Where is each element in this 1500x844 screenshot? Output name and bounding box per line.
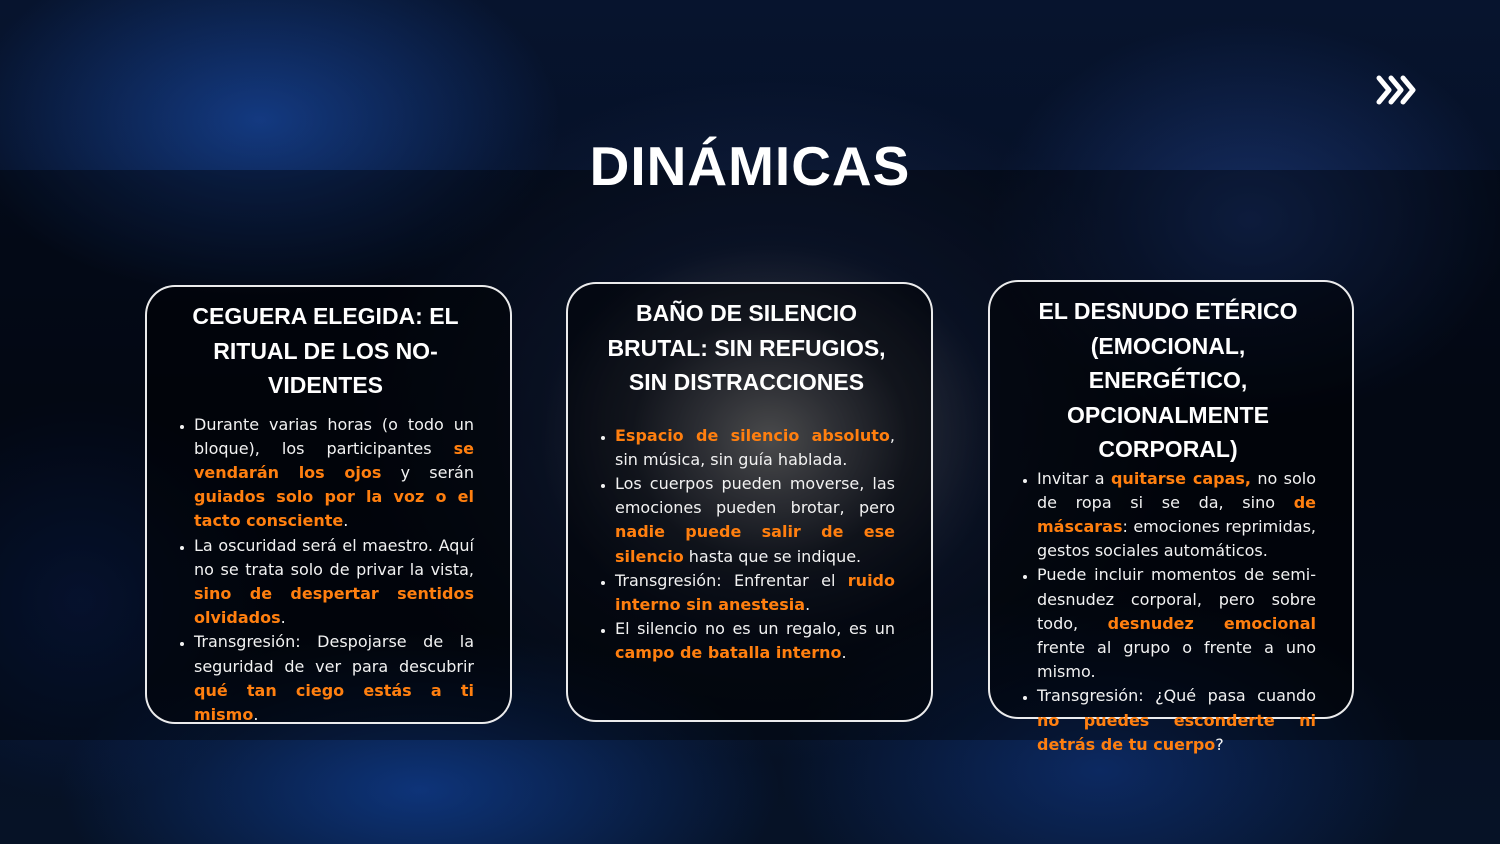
highlight-text: Espacio de silencio absoluto	[615, 425, 890, 445]
bullet-item	[1037, 563, 1316, 684]
body-text: , sin música, sin guía hablada.	[615, 425, 895, 469]
highlight-text: ruido interno sin anestesia	[615, 570, 895, 614]
card-title: BAÑO DE SILENCIO BRUTAL: SIN REFUGIOS, SIN DISTRACCIONES	[607, 300, 886, 395]
body-text: : emociones reprimidas, gestos sociales automáticos.	[1037, 516, 1316, 561]
body-text: La oscuridad será el maestro. Aquí no se trata solo de privar la vista,	[194, 535, 474, 579]
card-desnudo-eterico	[988, 280, 1354, 754]
body-text: Transgresión: Despojarse de la seguridad de ver para descubrir	[194, 632, 474, 676]
body-text: El silencio no es un regalo, es un	[615, 619, 895, 639]
body-text: Puede incluir momentos de semi-desnudez corporal, pero sobre todo,	[1037, 565, 1316, 633]
chevron-triple-right-icon[interactable]	[1374, 72, 1420, 108]
bullet-item	[1037, 467, 1316, 564]
body-text: .	[280, 608, 286, 628]
bullet-list	[598, 424, 895, 666]
body-text: Durante varias horas (o todo un bloque), los participantes	[194, 414, 474, 458]
bullet-list	[1020, 467, 1316, 757]
slide-title: DINÁMICAS	[589, 135, 911, 197]
body-text: Transgresión: ¿Qué pasa cuando	[1037, 686, 1316, 706]
bullet-item	[615, 472, 895, 569]
body-text: .	[805, 594, 811, 614]
bullet-item	[1037, 684, 1316, 757]
highlight-text: nadie puede salir de ese silencio	[615, 522, 895, 566]
highlight-text: desnudez emocional	[1107, 613, 1316, 633]
bullet-item	[615, 617, 895, 665]
body-text: frente al grupo o frente a uno mismo.	[1037, 637, 1316, 682]
card-title: EL DESNUDO ETÉRICO (EMOCIONAL, ENERGÉTICO, OPCIONALMENTE CORPORAL)	[1038, 298, 1298, 462]
highlight-text: se vendarán los ojos	[194, 438, 474, 482]
body-text: .	[253, 704, 259, 724]
body-text: hasta que se indique.	[683, 546, 862, 566]
highlight-text: de máscaras	[1037, 492, 1316, 536]
card-title: CEGUERA ELEGIDA: EL RITUAL DE LOS NO-VIDENTES	[192, 303, 459, 398]
highlight-text: qué tan ciego estás a ti mismo	[194, 680, 474, 724]
bullet-item	[194, 534, 474, 631]
highlight-text: no puedes esconderte ni detrás de tu cuerpo	[1037, 710, 1316, 754]
body-text: Transgresión: Enfrentar el	[615, 570, 848, 590]
bullet-item	[615, 424, 895, 472]
highlight-text: guiados solo por la voz o el tacto consciente	[194, 487, 474, 531]
body-text: ?	[1215, 734, 1224, 754]
bullet-item	[194, 630, 474, 727]
highlight-text: quitarse capas,	[1110, 468, 1251, 488]
bullet-item	[194, 413, 474, 534]
body-text: Invitar a	[1037, 468, 1111, 488]
body-text: y serán	[381, 462, 474, 482]
card-bano-de-silencio	[566, 282, 933, 722]
body-text: no solo de ropa si se da, sino	[1037, 468, 1317, 512]
body-text: Los cuerpos pueden moverse, las emociones pueden brotar, pero	[615, 473, 895, 518]
body-text: .	[841, 643, 847, 663]
highlight-text: sino de despertar sentidos olvidados	[194, 583, 474, 628]
card-ceguera-elegida	[145, 285, 512, 724]
bullet-item	[615, 569, 895, 617]
bullet-list	[177, 413, 474, 728]
body-text: .	[343, 511, 349, 531]
highlight-text: campo de batalla interno	[615, 643, 842, 663]
